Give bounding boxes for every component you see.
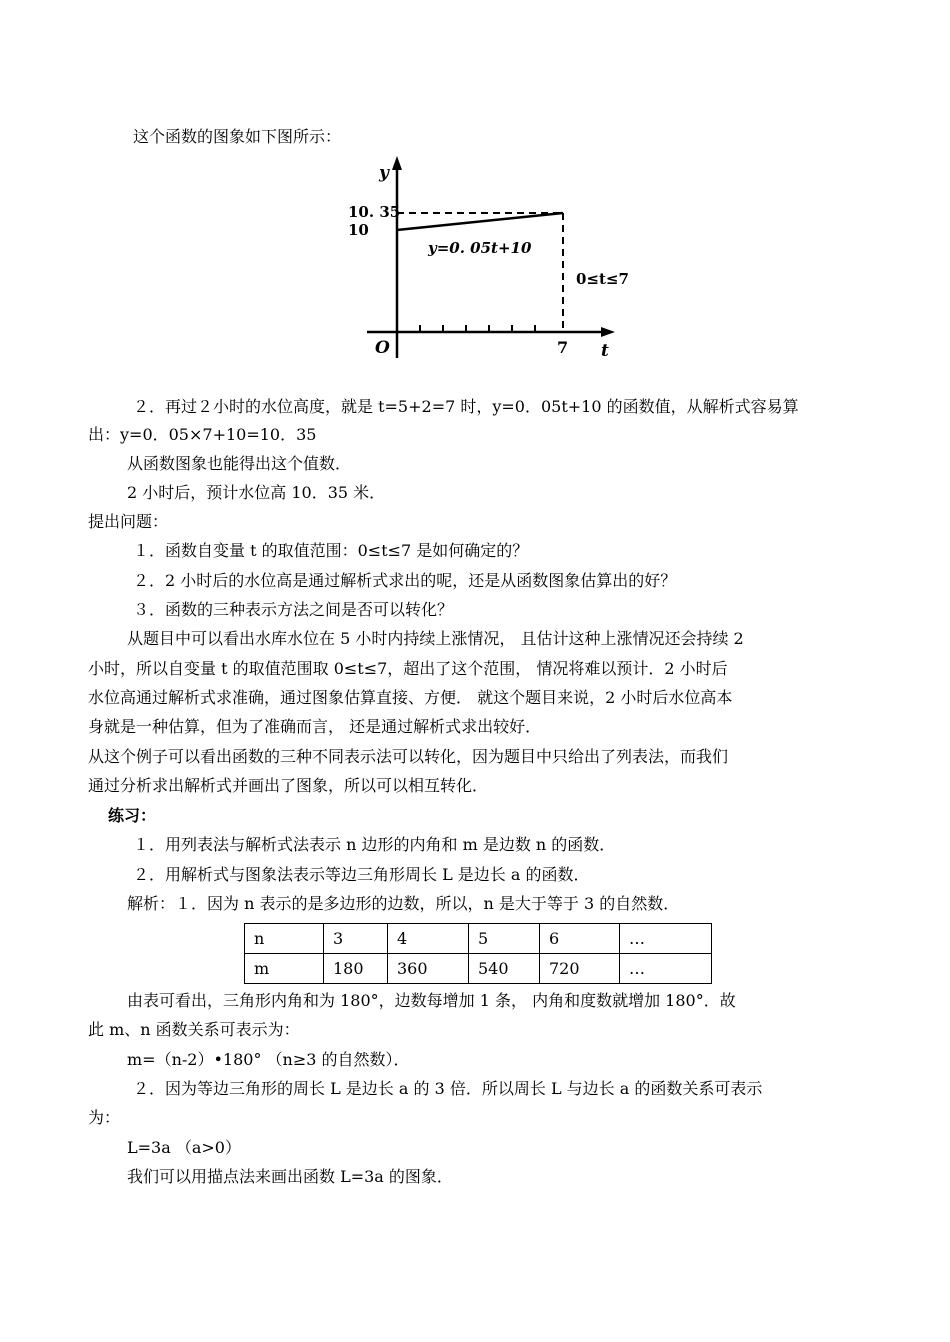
y-tick-10-35: 10. 35 [348, 203, 401, 221]
graph-value-text: 从函数图象也能得出这个值数． [127, 454, 352, 473]
para1-line2: 出：y=0．05×7+10=10．35 [88, 425, 317, 444]
table-cell: 540 [469, 954, 540, 984]
answer-line-2: 小时，所以自变量 t 的取值范围取 0≤t≤7，超出了这个范围， 情况将难以预计．2 小时后 [88, 659, 728, 678]
table-note-line1: 由表可看出，三角形内角和为 180°，边数每增加 1 条， 内角和度数就增加 180°．故 [127, 991, 736, 1010]
table-note-line2: 此 m、n 函数关系可表示为： [88, 1020, 300, 1039]
intro-text: 这个函数的图象如下图所示： [133, 127, 342, 146]
answer2-line2: 为： [88, 1108, 121, 1127]
last-line: 我们可以用描点法来画出函数 L=3a 的图象． [127, 1167, 453, 1186]
answer-line-1: 从题目中可以看出水库水位在 5 小时内持续上涨情况， 且估计这种上涨情况还会持续 2 [127, 629, 744, 648]
table-cell: … [620, 954, 712, 984]
conversion-line-2: 通过分析求出解析式并画出了图象，所以可以相互转化． [88, 776, 489, 795]
domain-label: 0≤t≤7 [576, 270, 629, 288]
y-axis-arrow [392, 156, 402, 170]
y-tick-10: 10 [348, 221, 369, 239]
table-cell: m [245, 954, 324, 984]
table-cell: 720 [540, 954, 620, 984]
table-row [245, 924, 712, 954]
table-cell: 5 [469, 924, 540, 954]
table-cell: 360 [388, 954, 469, 984]
table-cell: 4 [388, 924, 469, 954]
answer2-line1: ２．因为等边三角形的周长 L 是边长 a 的 3 倍．所以周长 L 与边长 a 的函数关系可表示 [133, 1079, 763, 1098]
table-cell: n [245, 924, 324, 954]
formula-L: L=3a （a>0） [127, 1138, 241, 1157]
function-graph [335, 150, 655, 372]
practice-heading: 练习： [108, 806, 157, 825]
table-cell: 180 [324, 954, 388, 984]
origin-label: O [375, 338, 390, 358]
conversion-line-1: 从这个例子可以看出函数的三种不同表示法可以转化，因为题目中只给出了列表法，而我们 [88, 747, 729, 766]
x-axis-arrow [601, 327, 615, 337]
analysis-line: 解析：１．因为 n 表示的是多边形的边数，所以，n 是大于等于 3 的自然数． [127, 894, 680, 913]
table-cell: … [620, 924, 712, 954]
table-cell: 6 [540, 924, 620, 954]
practice-1: １．用列表法与解析式法表示 n 边形的内角和 m 是边数 n 的函数． [133, 835, 616, 854]
answer-line-4: 身就是一种估算，但为了准确而言， 还是通过解析式求出较好． [88, 717, 542, 736]
x-axis-label: t [601, 341, 609, 361]
table-row [245, 954, 712, 984]
formula-m: m=（n-2）•180° （n≥3 的自然数）． [127, 1050, 410, 1069]
function-line [397, 213, 563, 230]
practice-2: ２．用解析式与图象法表示等边三角形周长 L 是边长 a 的函数． [133, 865, 590, 884]
formula-label: y=0. 05t+10 [428, 239, 532, 257]
question-3: ３．函数的三种表示方法之间是否可以转化？ [133, 600, 454, 619]
question-2: ２．2 小时后的水位高是通过解析式求出的呢，还是从函数图象估算出的好？ [133, 571, 677, 590]
table-cell: 3 [324, 924, 388, 954]
questions-heading: 提出问题： [88, 512, 169, 531]
answer-line-3: 水位高通过解析式求准确，通过图象估算直接、方便． 就这个题目来说，2 小时后水位高本 [88, 688, 733, 707]
angle-sum-table [244, 923, 712, 984]
x-tick-7: 7 [557, 338, 569, 357]
prediction-text: 2 小时后，预计水位高 10．35 米． [127, 483, 386, 502]
y-axis-label: y [379, 163, 389, 183]
question-1: １．函数自变量 t 的取值范围：0≤t≤7 是如何确定的？ [133, 541, 529, 560]
para1-line1: ２．再过２小时的水位高度，就是 t=5+2=7 时，y=0．05t+10 的函数值，从解析式容易算 [133, 397, 799, 416]
